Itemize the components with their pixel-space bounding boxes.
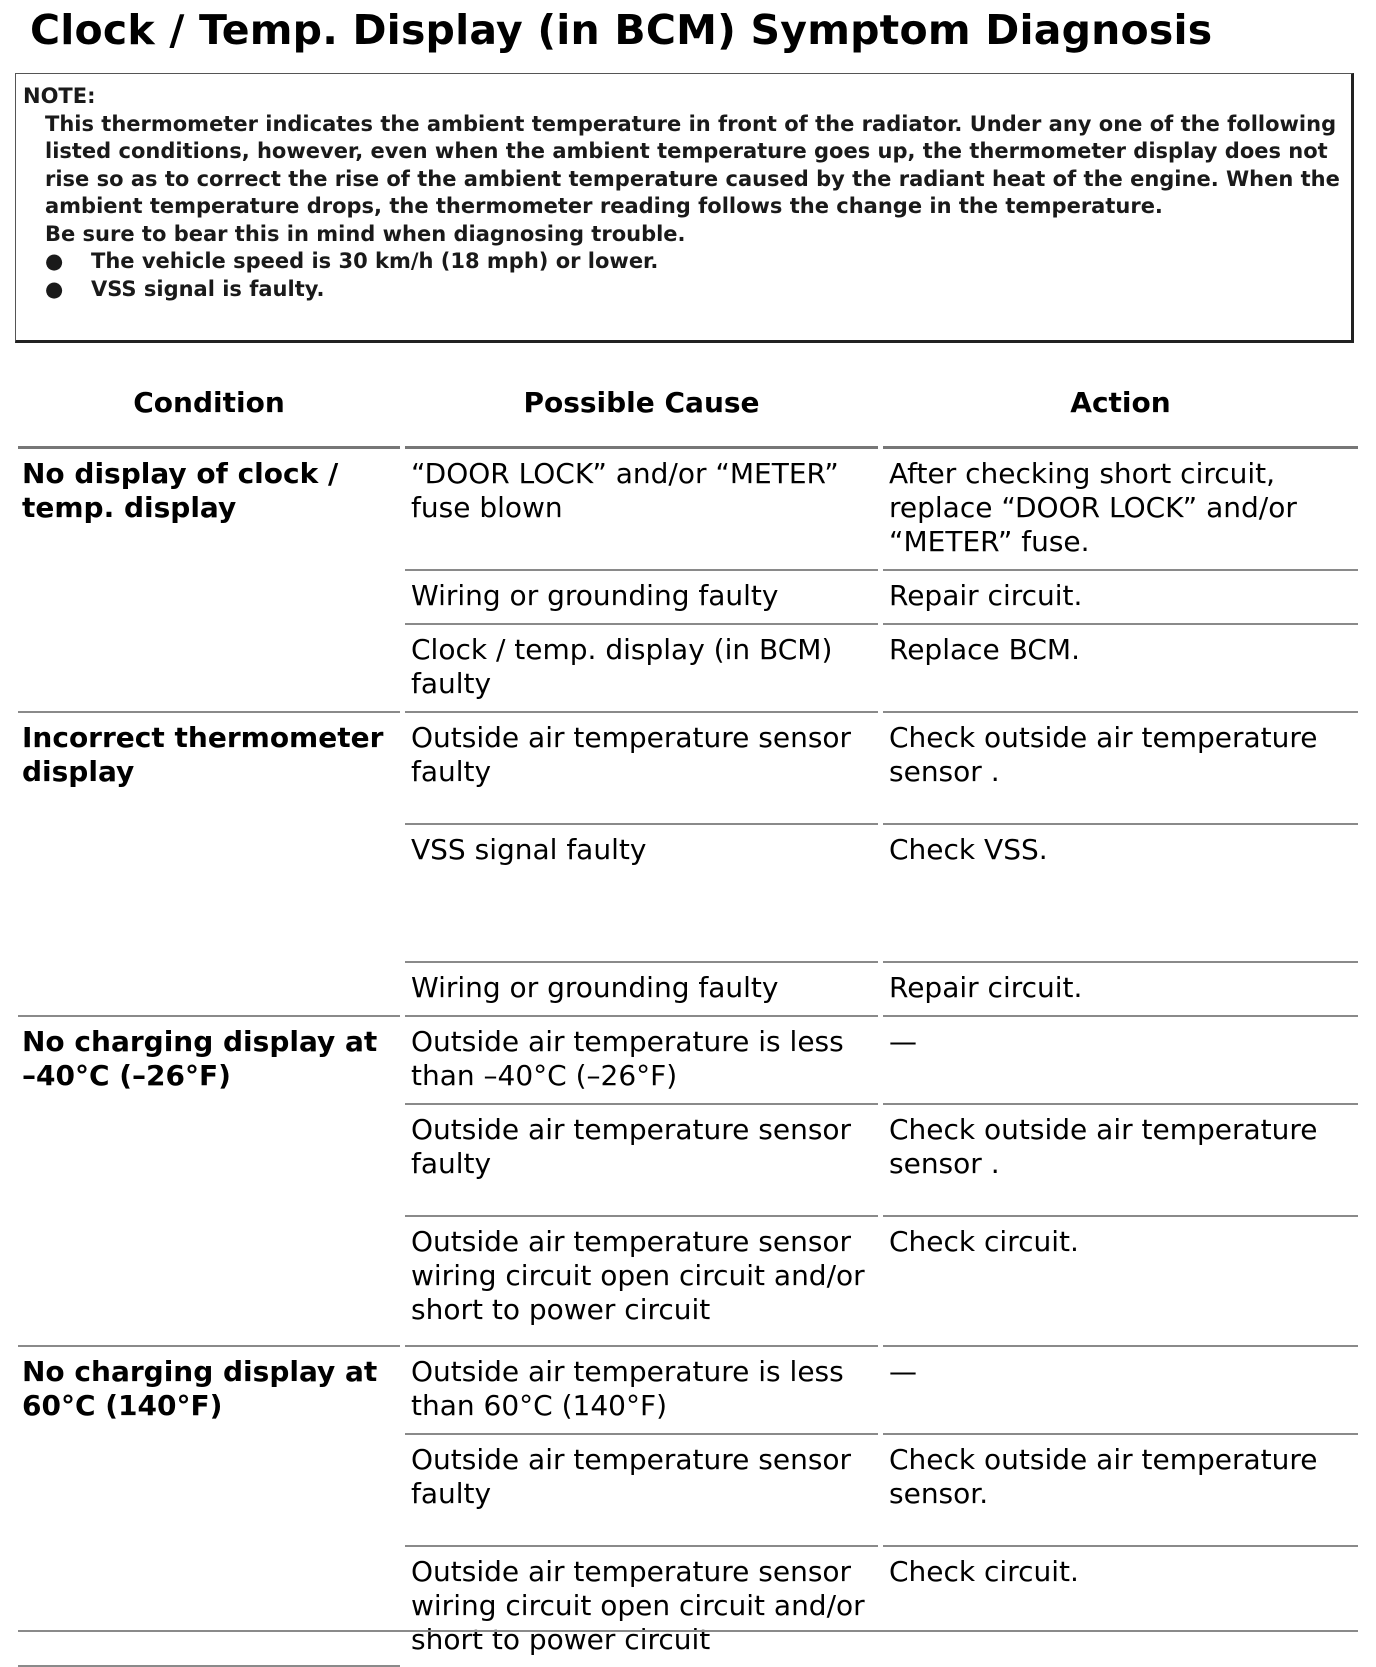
note-reminder: Be sure to bear this in mind when diagnosing trouble. xyxy=(45,221,686,246)
action-cell: — xyxy=(883,1347,1358,1435)
bullet-icon: ● xyxy=(45,249,64,273)
table-row xyxy=(18,449,1358,571)
action-cell: Repair circuit. xyxy=(883,963,1358,1017)
cause-cell: Outside air temperature sensor faulty xyxy=(405,713,878,825)
note-text: This thermometer indicates the ambient temperature in front of the radiator. Under any one of the following listed conditions, however, even when the ambient temperature goes up, the thermometer display does not rise so as to correct the rise of the ambient temperature caused by the radiant heat of the engine. When the ambient temperature drops, the thermometer reading follows the change in the temperature. xyxy=(45,111,1340,218)
header-possible-cause: Possible Cause xyxy=(405,372,878,449)
cause-cell: Outside air temperature sensor faulty xyxy=(405,1435,878,1547)
action-cell: — xyxy=(883,1017,1358,1105)
condition-cell: No charging display at –40°C (–26°F) xyxy=(18,1017,400,1347)
table-row xyxy=(18,1347,1358,1435)
cause-cell: Outside air temperature sensor faulty xyxy=(405,1105,878,1217)
note-label: NOTE: xyxy=(23,84,96,108)
page-title: Clock / Temp. Display (in BCM) Symptom Diagnosis xyxy=(30,6,1213,54)
action-cell: Repair circuit. xyxy=(883,571,1358,625)
note-bullet-text: VSS signal is faulty. xyxy=(91,276,325,301)
header-condition: Condition xyxy=(18,372,400,449)
condition-cell: No display of clock / temp. display xyxy=(18,449,400,713)
cause-cell: Wiring or grounding faulty xyxy=(405,963,878,1017)
action-cell: Check outside air temperature sensor . xyxy=(883,1105,1358,1217)
cause-cell: Outside air temperature is less than –40°C (–26°F) xyxy=(405,1017,878,1105)
cause-cell: Outside air temperature is less than 60°C (140°F) xyxy=(405,1347,878,1435)
table-header-row xyxy=(18,372,1358,449)
symptom-diagnosis-table xyxy=(18,372,1358,1667)
action-cell: Check outside air temperature sensor . xyxy=(883,713,1358,825)
action-cell: Check circuit. xyxy=(889,1555,1079,1588)
cause-cell: Wiring or grounding faulty xyxy=(405,571,878,625)
bottom-divider xyxy=(18,1630,1358,1632)
action-cell: Replace BCM. xyxy=(883,625,1358,713)
table-row xyxy=(18,1017,1358,1105)
action-cell: Check outside air temperature sensor. xyxy=(883,1435,1358,1547)
note-bullet-item xyxy=(23,248,1351,276)
condition-cell: Incorrect thermometer display xyxy=(18,713,400,1017)
note-bullet-list xyxy=(23,248,1351,303)
cause-cell: “DOOR LOCK” and/or “METER” fuse blown xyxy=(405,449,878,571)
table-row xyxy=(18,713,1358,825)
cause-cell: Outside air temperature sensor wiring circuit open circuit and/or short to power circuit xyxy=(405,1217,878,1347)
action-cell: After checking short circuit, replace “DOOR LOCK” and/or “METER” fuse. xyxy=(883,449,1358,571)
action-cell: Check VSS. xyxy=(883,825,1358,963)
note-box xyxy=(15,73,1354,343)
bullet-icon: ● xyxy=(45,276,64,301)
action-cell: Check circuit. xyxy=(883,1217,1358,1347)
header-action: Action xyxy=(883,372,1358,449)
cause-cell: Clock / temp. display (in BCM) faulty xyxy=(405,625,878,713)
note-bullet-text: The vehicle speed is 30 km/h (18 mph) or lower. xyxy=(91,249,659,273)
cause-cell: VSS signal faulty xyxy=(405,825,878,963)
note-bullet-item xyxy=(23,276,1351,304)
cause-cell: Outside air temperature sensor wiring circuit open circuit and/or short to power circuit xyxy=(411,1555,865,1656)
condition-cell: No charging display at 60°C (140°F) xyxy=(18,1347,400,1667)
